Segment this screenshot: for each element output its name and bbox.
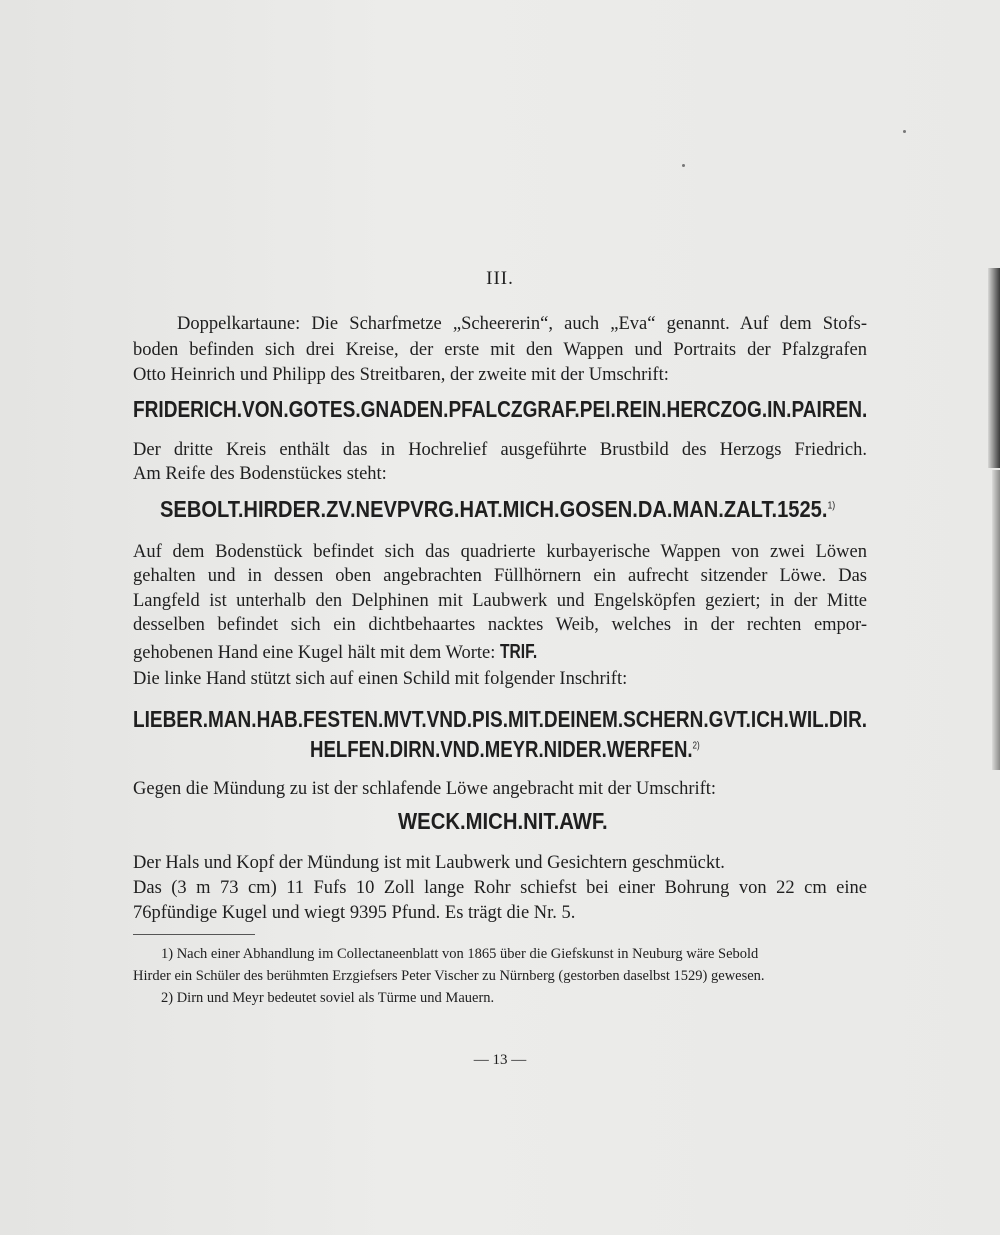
- footnote: [133, 988, 867, 1009]
- inscription-text: HELFEN.DIRN.VND.MEYR.NIDER.WERFEN.: [310, 736, 693, 762]
- footnote-text: 1) Nach einer Abhandlung im Collectaneenblatt von 1865 über die Giefskunst in Neuburg wäre Sebold: [161, 946, 759, 962]
- footnote-rule: [133, 934, 255, 935]
- inscription-trif: TRIF.: [500, 641, 538, 663]
- paragraph-line: Gegen die Mündung zu ist der schlafende Löwe angebracht mit der Umschrift:: [133, 779, 717, 799]
- paragraph-line: Das (3 m 73 cm) 11 Fufs 10 Zoll lange Rohr schiefst bei einer Bohrung von 22 cm eine: [133, 878, 867, 898]
- paragraph-line: Der dritte Kreis enthält das in Hochrelief ausgeführte Brustbild des Herzogs Friedrich.: [133, 440, 867, 460]
- footnote: Hirder ein Schüler des berühmten Erzgiefsers Peter Vischer zu Nürnberg (gestorben daselbst 1529) gewesen.: [133, 968, 765, 984]
- page-edge-shadow: [988, 268, 1000, 468]
- speck: [903, 130, 906, 133]
- inscription-lieber-line2: [310, 736, 700, 763]
- inscription-sebolt: [160, 496, 835, 523]
- paragraph-line: Die linke Hand stützt sich auf einen Schild mit folgender Inschrift:: [133, 669, 628, 689]
- paragraph-line: Am Reife des Bodenstückes steht:: [133, 464, 387, 484]
- paragraph-line: boden befinden sich drei Kreise, der erste mit den Wappen und Portraits der Pfalzgrafen: [133, 340, 867, 360]
- paragraph-line: desselben befindet sich ein dichtbehaartes nacktes Weib, welches in der rechten empor-: [133, 615, 867, 635]
- paragraph-line: [133, 639, 867, 666]
- paragraph-line: Doppelkartaune: Die Scharfmetze „Scheererin“, auch „Eva“ genannt. Auf dem Stofs-: [177, 314, 867, 334]
- paragraph-line: Auf dem Bodenstück befindet sich das quadrierte kurbayerische Wappen von zwei Löwen: [133, 542, 867, 562]
- section-heading: III.: [486, 268, 514, 289]
- paragraph-text: gehobenen Hand eine Kugel hält mit dem Worte:: [133, 643, 496, 663]
- paragraph-line: Der Hals und Kopf der Mündung ist mit Laubwerk und Gesichtern geschmückt.: [133, 853, 725, 873]
- paragraph-line: Otto Heinrich und Philipp des Streitbaren, der zweite mit der Umschrift:: [133, 365, 669, 385]
- footnote-ref: 2): [692, 740, 700, 752]
- inscription-weck: WECK.MICH.NIT.AWF.: [398, 808, 608, 834]
- speck: [682, 164, 685, 167]
- paragraph-line: gehalten und in dessen oben angebrachten Füllhörnern ein aufrecht sitzender Löwe. Das: [133, 566, 867, 586]
- page-edge-shadow-lower: [992, 470, 1000, 770]
- footnote-ref: 1): [827, 500, 836, 512]
- inscription-friderich: FRIDERICH.VON.GOTES.GNADEN.PFALCZGRAF.PEI.REIN.HERCZOG.IN.PAIREN.: [133, 396, 868, 422]
- inscription-text: SEBOLT.HIRDER.ZV.NEVPVRG.HAT.MICH.GOSEN.DA.MAN.ZALT.1525.: [160, 496, 828, 522]
- paragraph-line: Langfeld ist unterhalb den Delphinen mit Laubwerk und Engelsköpfen geziert; in der Mitte: [133, 591, 867, 611]
- paragraph-line: 76pfündige Kugel und wiegt 9395 Pfund. Es trägt die Nr. 5.: [133, 903, 576, 923]
- footnote-text: 2) Dirn und Meyr bedeutet soviel als Türme und Mauern.: [161, 990, 495, 1006]
- inscription-lieber-line1: LIEBER.MAN.HAB.FESTEN.MVT.VND.PIS.MIT.DEINEM.SCHERN.GVT.ICH.WIL.DIR.: [133, 706, 868, 732]
- page-number: — 13 —: [473, 1052, 527, 1068]
- footnote: [133, 944, 867, 965]
